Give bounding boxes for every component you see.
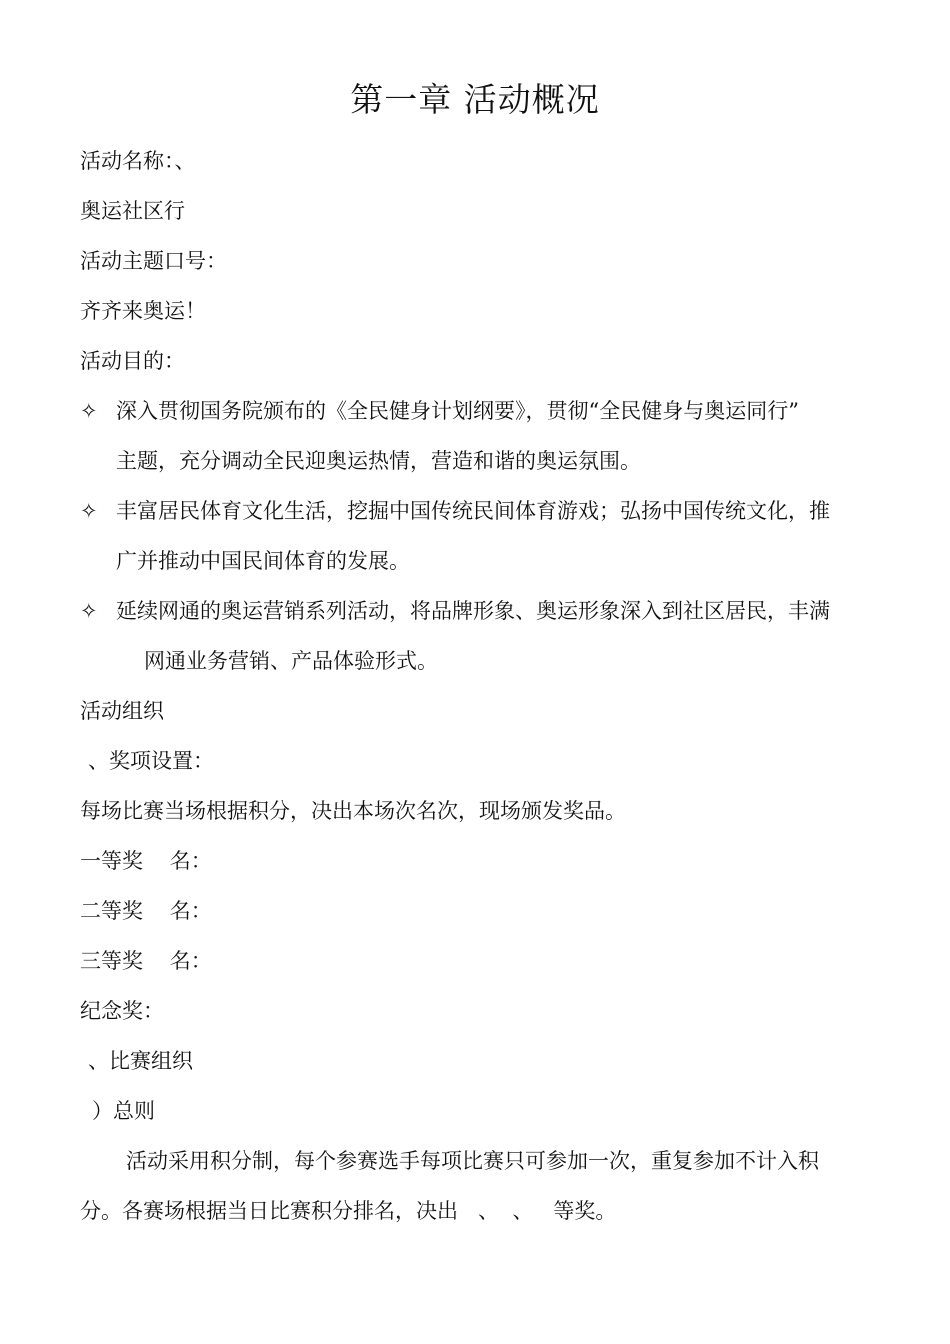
diamond-bullet-icon: ✧: [80, 599, 98, 623]
organization-heading: 活动组织: [80, 699, 164, 723]
purpose-item-1-line-1: 深入贯彻国务院颁布的《全民健身计划纲要》，贯彻“全民健身与奥运同行”: [116, 399, 799, 423]
awards-heading: 、奖项设置：: [88, 749, 214, 773]
diamond-bullet-icon: ✧: [80, 499, 98, 523]
purpose-item-2-line-2: 广并推动中国民间体育的发展。: [116, 549, 410, 573]
awards-description: 每场比赛当场根据积分，决出本场次名次，现场颁发奖品。: [80, 799, 626, 823]
first-prize-line: 一等奖 名：: [80, 849, 212, 873]
purpose-item-3-line-2: 网通业务营销、产品体验形式。: [144, 649, 438, 673]
chapter-title: 第一章 活动概况: [350, 80, 600, 119]
general-rules-heading: ）总则: [92, 1099, 155, 1123]
activity-name-label: 活动名称：、: [80, 149, 196, 173]
general-rules-line-1: 活动采用积分制，每个参赛选手每项比赛只可参加一次，重复参加不计入积: [126, 1149, 819, 1173]
third-prize-line: 三等奖 名：: [80, 949, 212, 973]
slogan-value: 齐齐来奥运！: [80, 299, 206, 323]
second-prize-line: 二等奖 名：: [80, 899, 212, 923]
purpose-item-1-line-2: 主题，充分调动全民迎奥运热情，营造和谐的奥运氛围。: [116, 449, 641, 473]
slogan-label: 活动主题口号：: [80, 249, 227, 273]
memorial-prize-line: 纪念奖：: [80, 999, 164, 1023]
purpose-label: 活动目的：: [80, 349, 185, 373]
general-rules-line-2: 分。各赛场根据当日比赛积分排名，决出 、 、 等奖。: [80, 1199, 617, 1223]
purpose-item-2-line-1: 丰富居民体育文化生活，挖掘中国传统民间体育游戏；弘扬中国传统文化，推: [116, 499, 830, 523]
purpose-item-3-line-1: 延续网通的奥运营销系列活动，将品牌形象、奥运形象深入到社区居民，丰满: [116, 599, 830, 623]
diamond-bullet-icon: ✧: [80, 399, 98, 423]
activity-name-value: 奥运社区行: [80, 199, 185, 223]
competition-heading: 、比赛组织: [88, 1049, 193, 1073]
